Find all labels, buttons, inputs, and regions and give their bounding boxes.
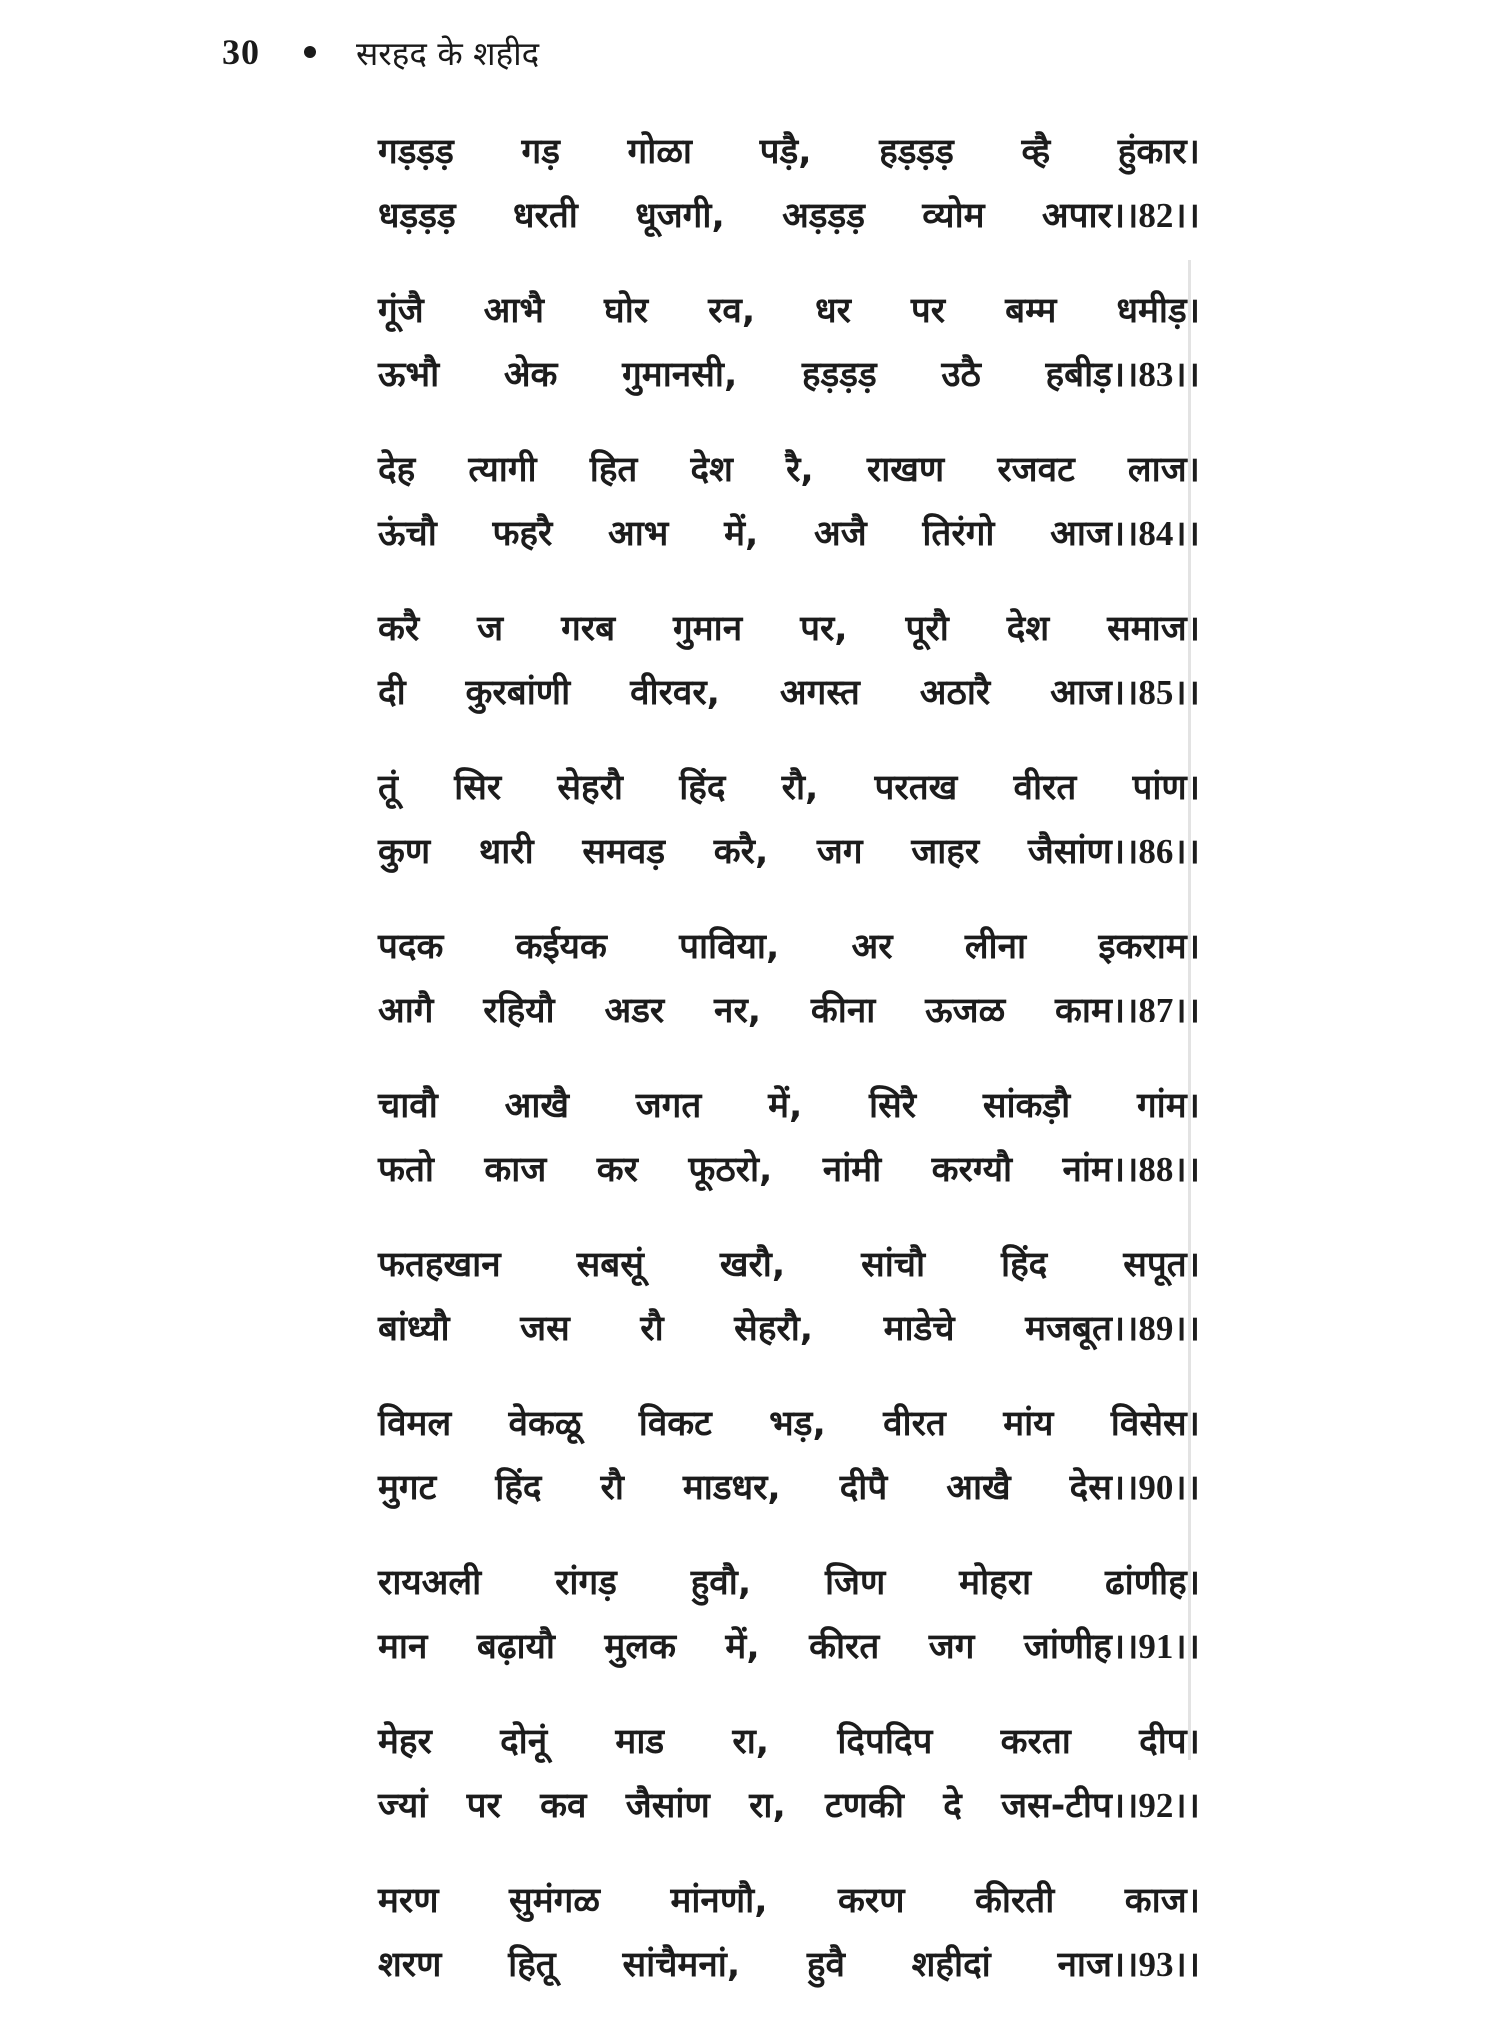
verse-word-with-number [1042,191,1200,238]
verse-word: ज [477,608,504,649]
verse-word: देह [378,449,416,490]
verse-line-first [378,595,1200,659]
verse-word: मरण [378,1880,439,1921]
verse-line-second [378,977,1200,1041]
verse-word: माड [615,1721,665,1762]
verse-word: हुवौ, [690,1562,752,1603]
couplet [378,1549,1200,1708]
couplet [378,913,1200,1072]
verse-line-first [378,754,1200,818]
verse-word: रा, [732,1721,770,1762]
couplet [378,1708,1200,1867]
verse-line-first [378,118,1200,182]
verse-word: गूंजै [378,290,424,331]
verse-word: राखण [866,449,945,490]
verse-word: रजवट [997,449,1075,490]
verse-word: मेहर [378,1721,432,1762]
verse-word: गरब [561,608,616,649]
verse-word: हिंद [495,1467,542,1508]
verse-word: जग [928,1626,975,1667]
verse-word: पड़ै, [759,131,812,172]
couplet [378,1072,1200,1231]
verse-word: में, [724,513,759,554]
verse-word: गड़ [521,131,560,172]
verse-word: आभ [608,513,669,554]
verse-line-first [378,1072,1200,1136]
bullet-separator [304,46,316,58]
verse-word: कुरबांणी [465,672,571,713]
verse-word: गुमान [673,608,743,649]
verse-word: हितू [508,1944,556,1985]
verse-word: मजबूत [1025,1308,1112,1349]
verse-word: अजै [813,513,867,554]
verse-number: ।।90।। [1111,1467,1200,1507]
verse-word: वेकळू [508,1403,582,1444]
verse-word: देश [1006,608,1050,649]
verse-word: आज [1050,672,1112,713]
verse-word: बांध्यौ [378,1308,450,1349]
verse-word: वीरत [883,1403,946,1444]
verse-word: कीरत [809,1626,880,1667]
verse-word: मोहरा [959,1562,1032,1603]
verse-word: फतहखान [378,1244,501,1285]
verse-word: अठारै [919,672,991,713]
couplet [378,277,1200,436]
verse-word: रौ [600,1467,624,1508]
verse-word-with-number [1055,986,1200,1033]
verse-word: रव, [708,290,756,331]
verse-line-first [378,1231,1200,1295]
verse-word: ढांणीह। [1104,1562,1200,1603]
verse-word: शहीदां [911,1944,991,1985]
couplet [378,754,1200,913]
verse-number: ।।84।। [1111,513,1200,553]
verse-word: खरौ, [719,1244,786,1285]
verse-word: कीना [810,990,876,1031]
verse-word: इकराम। [1098,926,1200,967]
verse-word: काज [484,1149,547,1190]
verse-word: पर, [800,608,848,649]
verse-word: अपार [1041,195,1112,236]
verse-word: तिरंगो [922,513,995,554]
verse-word: पर [910,290,946,331]
verse-number: ।।87।। [1111,990,1200,1030]
verse-word: धरती [513,195,578,236]
verse-word: सांचौ [861,1244,926,1285]
verse-word: रा, [749,1785,786,1826]
verse-line-second [378,500,1200,564]
verse-word: विमल [378,1403,452,1444]
verse-word: कईयक [515,926,607,967]
verse-word-with-number [1025,1304,1200,1351]
verse-word: धूजगी, [635,195,725,236]
verse-line-first [378,277,1200,341]
verse-word: लीना [964,926,1027,967]
verse-number: ।।91।। [1111,1626,1200,1666]
verse-line-second [378,341,1200,405]
verse-word: करै, [713,831,769,872]
verse-word: काज। [1124,1880,1200,1921]
verse-word: आखै [504,1085,569,1126]
verse-number: ।।89।। [1111,1308,1200,1348]
verse-word: फहरै [492,513,553,554]
verse-word-with-number [1001,1781,1200,1828]
verse-word: परतख [874,767,958,808]
verse-word: रांगड़ [555,1562,617,1603]
verse-word: सुमंगळ [509,1880,600,1921]
verse-word: दी [378,672,406,713]
verse-line-first [378,1708,1200,1772]
verse-word: हबीड़ [1045,354,1112,395]
couplet [378,1390,1200,1549]
verse-word: जैसांण [1027,831,1112,872]
verse-word: व्है [1021,131,1051,172]
verse-word: पांण। [1132,767,1200,808]
verse-word: मुगट [378,1467,437,1508]
verse-word: भड़, [769,1403,826,1444]
verse-word: जिण [824,1562,886,1603]
verse-word: आभै [483,290,545,331]
verse-number: ।।88।। [1111,1149,1200,1189]
verse-word: अड़ड़ड़ [782,195,865,236]
verse-word: दीपै [839,1467,888,1508]
verse-word: वीरवर, [630,672,720,713]
verse-word: गोळा [627,131,692,172]
verse-word: टणकी [825,1785,904,1826]
verse-word: मांनणौ, [670,1880,768,1921]
verse-word: लाज। [1127,449,1200,490]
verse-word: मान [378,1626,428,1667]
verse-word: जांणीह [1023,1626,1112,1667]
verse-number: ।।85।। [1111,672,1200,712]
verse-word: रायअली [378,1562,482,1603]
verse-number: ।।82।। [1111,195,1200,235]
verse-word: विकट [638,1403,712,1444]
verse-word: अगस्त [779,672,860,713]
verse-line-second [378,1931,1200,1995]
verse-word: गांम। [1136,1085,1200,1126]
couplet [378,1231,1200,1390]
verse-line-second [378,1295,1200,1359]
verse-number: ।।86।। [1111,831,1200,871]
verse-word: ऊंचौ [378,513,437,554]
verse-word: फूठरो, [688,1149,773,1190]
verse-word: समाज। [1107,608,1200,649]
verse-word: सिर [454,767,502,808]
verse-word: सिरै [869,1085,917,1126]
verse-word: करग्यौ [931,1149,1013,1190]
verse-word: दोनूं [500,1721,548,1762]
verse-word: रौ, [781,767,819,808]
verse-word: दिपदिप [837,1721,933,1762]
verse-word: सांचैमनां, [622,1944,741,1985]
verse-word: विसेस। [1110,1403,1200,1444]
verse-word: हुवै [806,1944,845,1985]
verse-word-with-number [1028,827,1200,874]
verse-word: आखै [946,1467,1011,1508]
verse-word-with-number [1024,1622,1200,1669]
verse-word: धर [815,290,851,331]
verse-line-second [378,1613,1200,1677]
verse-line-first [378,1867,1200,1931]
verse-word: रै, [786,449,814,490]
verse-word: व्योम [922,195,985,236]
verse-word-with-number [1050,509,1200,556]
verse-word: सांकड़ौ [982,1085,1071,1126]
verse-word: माडेचे [883,1308,955,1349]
couplet [378,595,1200,754]
verse-word: ज्यां [378,1785,428,1826]
verse-word: चावौ [378,1085,438,1126]
verse-word-with-number [1062,1145,1199,1192]
verse-word: हड़ड़ड़ [801,354,877,395]
verse-line-second [378,1454,1200,1518]
verse-word: में, [768,1085,803,1126]
verse-word: सेहरौ, [734,1308,814,1349]
verse-line-second [378,818,1200,882]
verse-word: कर [596,1149,638,1190]
verse-word: कव [540,1785,587,1826]
verse-word: सपूत। [1123,1244,1200,1285]
verse-word: दीप। [1139,1721,1200,1762]
verse-word: उठै [941,354,981,395]
verse-word: आगै [378,990,434,1031]
verse-number: ।।93।। [1111,1944,1200,1984]
verse-word: गुमानसी, [622,354,738,395]
verse-line-first [378,913,1200,977]
verse-word: अेक [503,354,558,395]
running-head [222,24,539,80]
couplet [378,436,1200,595]
verse-word: आज [1050,513,1112,554]
verse-word: नांम [1062,1149,1112,1190]
verse-word: जस-टीप [1001,1785,1112,1826]
verse-word: थारी [478,831,534,872]
verse-word: ऊजळ [925,990,1006,1031]
verse-word: नांमी [822,1149,882,1190]
verse-word: हित [589,449,638,490]
verse-word: हिंद [1001,1244,1048,1285]
verse-word: काम [1055,990,1112,1031]
verse-word: ऊभौ [378,354,440,395]
verse-word: देस [1069,1467,1112,1508]
verse-line-second [378,659,1200,723]
verse-word: हुंकार। [1117,131,1200,172]
verse-word-with-number [1050,668,1200,715]
verse-word: त्यागी [468,449,537,490]
verse-word: रौ [640,1308,664,1349]
verse-line-first [378,1549,1200,1613]
verse-word: घोर [604,290,649,331]
verse-word: करता [1000,1721,1071,1762]
verse-word: जाहर [911,831,980,872]
verse-word: फतो [378,1149,435,1190]
verse-word: धमीड़। [1116,290,1200,331]
verse-word: सबसूं [576,1244,644,1285]
verse-word: अडर [604,990,665,1031]
verse-word: मुलक [604,1626,676,1667]
verse-word-with-number [1046,350,1200,397]
verse-line-first [378,1390,1200,1454]
verse-word: दे [943,1785,962,1826]
verse-word: शरण [378,1944,442,1985]
verse-word: हिंद [679,767,726,808]
verse-line-first [378,436,1200,500]
verse-word: धड़ड़ड़ [378,195,456,236]
verse-line-second [378,182,1200,246]
verse-word: बम्म [1005,290,1057,331]
verse-number: ।।83।। [1111,354,1200,394]
verse-word: कुण [378,831,431,872]
verse-word: जगत [635,1085,702,1126]
verse-block [378,118,1200,2026]
verse-word: मांय [1003,1403,1054,1444]
verse-word: नाज [1057,1944,1112,1985]
verse-word: माडधर, [682,1467,781,1508]
verse-word: जस [520,1308,570,1349]
verse-word: सेहरौ [557,767,624,808]
verse-word: में, [725,1626,760,1667]
verse-word: वीरत [1013,767,1077,808]
verse-word: जैसांण [625,1785,710,1826]
page-number: 30 [222,32,260,72]
verse-word-with-number [1057,1940,1200,1987]
book-title: सरहद के शहीद [356,33,540,73]
verse-word: पदक [378,926,444,967]
verse-word: नर, [714,990,762,1031]
verse-word: करण [838,1880,905,1921]
verse-word: पाविया, [679,926,780,967]
verse-number: ।।92।। [1111,1785,1200,1825]
verse-word: बढ़ायौ [476,1626,555,1667]
verse-word: हड़ड़ड़ [879,131,954,172]
verse-word: करै [378,608,420,649]
verse-word: कीरती [975,1880,1055,1921]
couplet [378,1867,1200,2026]
couplet [378,118,1200,277]
verse-line-second [378,1136,1200,1200]
verse-word: पर [466,1785,501,1826]
verse-word: जग [816,831,863,872]
verse-word: अर [851,926,893,967]
verse-word: रहियौ [483,990,555,1031]
verse-word: तूं [378,767,398,808]
verse-line-second [378,1772,1200,1836]
verse-word: पूरौ [905,608,949,649]
verse-word: देश [690,449,733,490]
verse-word: समवड़ [582,831,666,872]
verse-word: गड़ड़ड़ [378,131,454,172]
verse-word-with-number [1070,1463,1200,1510]
